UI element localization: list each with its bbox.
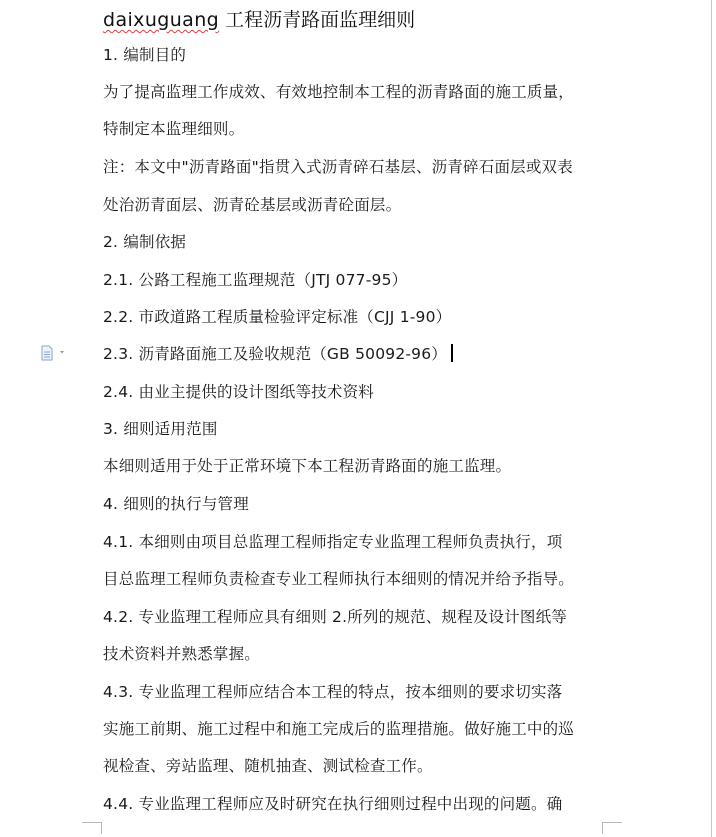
paragraph-marker[interactable]: [41, 345, 67, 361]
heading-3: 3. 细则适用范围: [103, 420, 218, 438]
title-chinese: 工程沥青路面监理细则: [225, 9, 416, 31]
paragraph-line: 目总监理工程师负责检查专业工程师执行本细则的情况并给予指导。: [103, 570, 575, 588]
heading-2: 2. 编制依据: [103, 233, 187, 251]
title-latin: daixuguang: [103, 9, 220, 31]
paragraph-line: 4.1. 本细则由项目总监理工程师指定专业监理工程师负责执行，项: [103, 533, 563, 551]
paragraph-line: 本细则适用于处于正常环境下本工程沥青路面的施工监理。: [103, 457, 512, 475]
list-item: 2.1. 公路工程施工监理规范（JTJ 077-95）: [103, 271, 408, 289]
crop-mark-right: [600, 820, 622, 834]
paragraph-line: 4.3. 专业监理工程师应结合本工程的特点，按本细则的要求切实落: [103, 683, 563, 701]
paragraph-line: 为了提高监理工作成效、有效地控制本工程的沥青路面的施工质量，: [103, 83, 575, 101]
paragraph-line: 视检查、旁站监理、随机抽查、测试检查工作。: [103, 757, 433, 775]
paragraph-line: 处治沥青面层、沥青砼基层或沥青砼面层。: [103, 196, 402, 214]
caret-down-icon: [60, 351, 64, 354]
paragraph-line: 特制定本监理细则。: [103, 120, 245, 138]
list-item-current[interactable]: [103, 344, 453, 364]
heading-4: 4. 细则的执行与管理: [103, 495, 249, 513]
page-edge: [711, 0, 712, 837]
list-item: 2.2. 市政道路工程质量检验评定标准（CJJ 1-90）: [103, 308, 452, 326]
paragraph-line: 实施工前期、施工过程中和施工完成后的监理措施。做好施工中的巡: [103, 720, 575, 738]
crop-mark-left: [82, 820, 104, 834]
text-cursor: [451, 344, 453, 362]
heading-1: 1. 编制目的: [103, 46, 187, 64]
list-item: 2.4. 由业主提供的设计图纸等技术资料: [103, 383, 375, 401]
document-title: [103, 5, 415, 32]
list-item-text: 2.3. 沥青路面施工及验收规范（GB 50092-96）: [103, 345, 448, 363]
paragraph-line: 技术资料并熟悉掌握。: [103, 645, 261, 663]
paragraph-line: 注：本文中"沥青路面"指贯入式沥青碎石基层、沥青碎石面层或双表: [103, 158, 573, 176]
document-icon: [41, 345, 67, 361]
paragraph-line: 4.2. 专业监理工程师应具有细则 2.所列的规范、规程及设计图纸等: [103, 608, 568, 626]
paragraph-line: 4.4. 专业监理工程师应及时研究在执行细则过程中出现的问题。确: [103, 795, 563, 813]
